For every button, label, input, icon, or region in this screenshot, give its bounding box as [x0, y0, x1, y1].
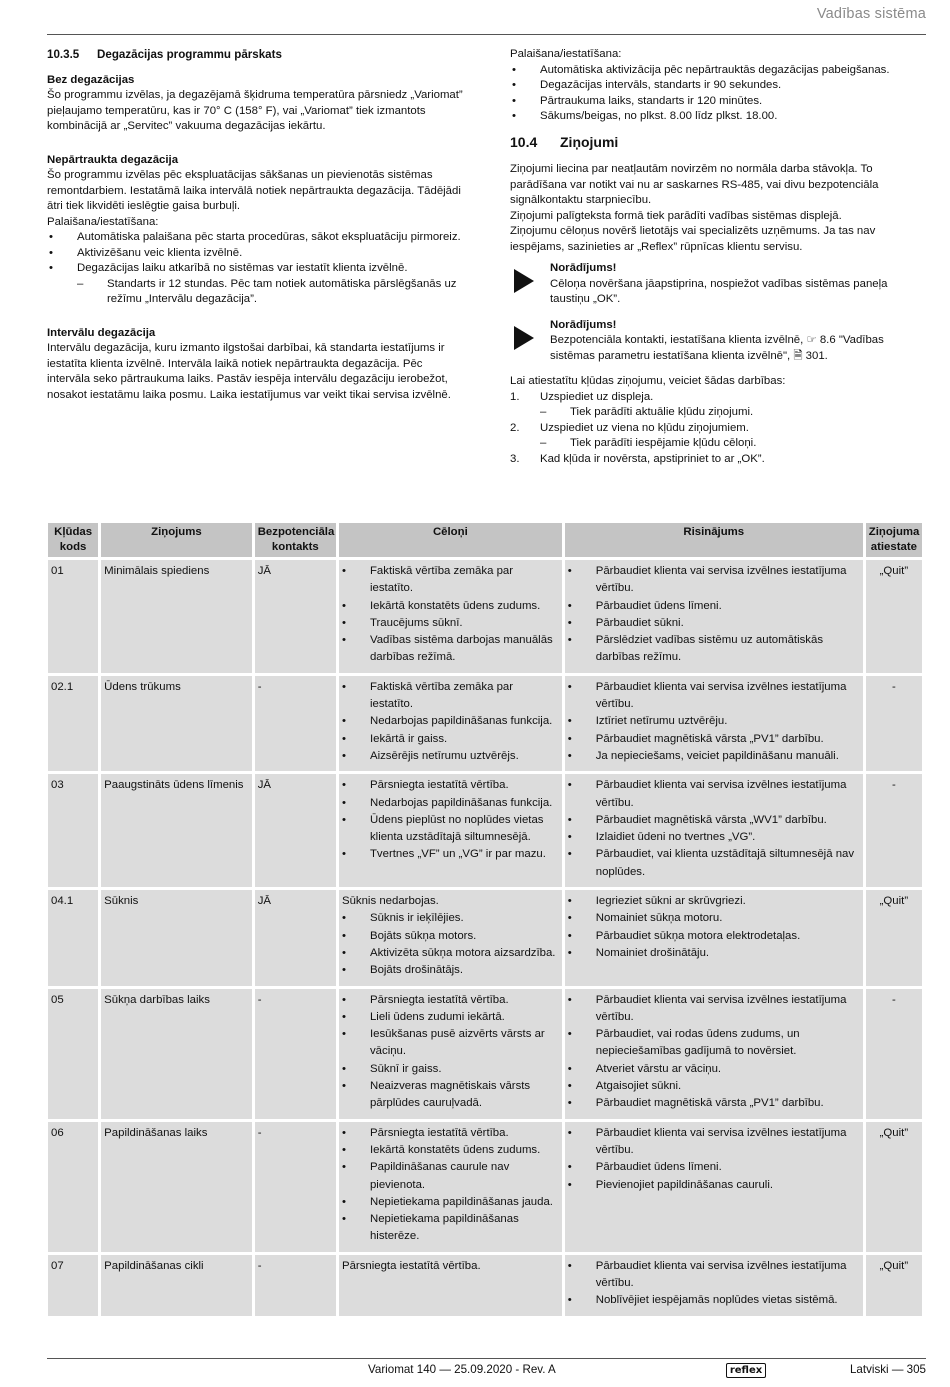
cell-reset: -	[866, 774, 922, 887]
list-item	[47, 261, 467, 308]
cell-reset: „Quit”	[866, 1255, 922, 1316]
list-item: • Pārbaudiet magnētiskā vārsta „WV1” darbību.	[568, 812, 860, 829]
causes-list	[342, 992, 559, 1113]
list-item: • Nomainiet drošinātāju.	[568, 945, 860, 962]
step-text: Uzspiediet uz displeja.	[540, 390, 654, 403]
list-item: • Pārbaudiet ūdens līmeni.	[568, 598, 860, 615]
list-item: • Iztīriet netīrumu uztvērēju.	[568, 713, 860, 730]
list-item: • Aktivizēšanu veic klienta izvēlnē.	[47, 246, 467, 262]
solutions-list	[568, 1258, 860, 1310]
cell-solutions	[565, 676, 863, 771]
cell-contact: -	[255, 1122, 336, 1252]
cell-contact: JĀ	[255, 560, 336, 673]
step-item	[510, 452, 905, 468]
cell-solutions	[565, 1255, 863, 1316]
column-header-causes: Cēloņi	[339, 523, 562, 557]
list-item: • Bojāts sūkņa motors.	[342, 928, 559, 945]
cause-lead: Sūknis nedarbojas.	[341, 895, 439, 908]
cell-causes	[339, 1122, 562, 1252]
cell-message: Sūknis	[101, 890, 252, 985]
solutions-list	[568, 777, 860, 881]
causes-list	[342, 563, 559, 667]
paragraph-interval-degassing: Intervālu degazācija, kuru izmanto ilgstošai darbībai, kā standarta iestatījums ir iestatīta klienta izvēlnē. Intervāla laikā notiek nepārtraukta degazācija. Pēc intervāla seko pārtraukuma laiks. Pastāv iespēja intervālu degazāciju ierobežot, nosakot iestatāmu laika posmu. Laika iestatījumus var veikt tikai servisa izvēlnē.	[47, 342, 451, 401]
cell-causes	[339, 890, 562, 985]
list-item: • Pārsniegta iestatītā vērtība.	[342, 777, 559, 794]
list-item: • Automātiska palaišana pēc starta procedūras, sākot ekspluatāciju pirmoreiz.	[47, 230, 467, 246]
column-header-contact: Bezpotenciāla kontakts	[255, 523, 336, 557]
sub-list	[77, 277, 467, 308]
cell-contact: JĀ	[255, 890, 336, 985]
cell-code: 04.1	[48, 890, 98, 985]
list-item: • Pārbaudiet magnētiskā vārsta „PV1” darbību.	[568, 1095, 860, 1112]
cell-contact: -	[255, 989, 336, 1119]
section-number: 10.4	[510, 133, 538, 150]
table-header-row	[48, 523, 922, 557]
list-item: • Iegrieziet sūkni ar skrūvgriezi.	[568, 893, 860, 910]
cell-solutions	[565, 560, 863, 673]
cell-contact: JĀ	[255, 774, 336, 887]
list-item: • Atgaisojiet sūkni.	[568, 1078, 860, 1095]
list-item: • Nepietiekama papildināšanas histerēze.	[342, 1211, 559, 1246]
subheading-continuous-degassing: Nepārtraukta degazācija	[47, 153, 179, 166]
list-item: • Iekārtā konstatēts ūdens zudums.	[342, 598, 559, 615]
column-header-reset: Ziņojuma atiestate	[866, 523, 922, 557]
note-arrow-icon	[514, 269, 534, 293]
subheading-interval-degassing: Intervālu degazācija	[47, 326, 156, 339]
list-item: • Iekārtā konstatēts ūdens zudums.	[342, 1142, 559, 1159]
list-item: • Nedarbojas papildināšanas funkcija.	[342, 713, 559, 730]
cell-solutions	[565, 774, 863, 887]
paragraph-continuous-degassing: Šo programmu izvēlas pēc ekspluatācijas sākšanas un pievienotās sistēmas remontdarbiem. Iestatāmā laika intervālā notiek nepārtraukta degazācija. Tādējādi ātri tiek likvidēti ieslēgtie gaisa burbuļi.	[47, 169, 461, 212]
solutions-list	[568, 563, 860, 667]
list-item: • Izlaidiet ūdeni no tvertnes „VG”.	[568, 829, 860, 846]
cell-reset: -	[866, 676, 922, 771]
cause-lead: Pārsniegta iestatītā vērtība.	[341, 1259, 481, 1272]
step-item	[510, 421, 905, 452]
table-row	[48, 676, 922, 771]
note-box	[510, 261, 905, 308]
list-item: • Pārslēdziet vadības sistēmu uz automātiskās darbības režīmu.	[568, 632, 860, 667]
messages-paragraph-2: Ziņojumi palīgteksta formā tiek parādīti vadības sistēmas displejā.	[510, 209, 842, 222]
step-result	[540, 405, 905, 421]
table-row	[48, 890, 922, 985]
causes-list	[342, 910, 559, 979]
note-title: Norādījums!	[550, 318, 617, 331]
list-item: • Pārbaudiet sūkņa motora elektrodetaļas.	[568, 928, 860, 945]
cell-solutions	[565, 989, 863, 1119]
reflex-logo: reflex	[726, 1363, 766, 1378]
list-item: • Sākums/beigas, no plkst. 8.00 līdz plkst. 18.00.	[510, 109, 905, 125]
table-row	[48, 560, 922, 673]
cell-code: 01	[48, 560, 98, 673]
right-column	[510, 47, 905, 467]
column-header-code: Kļūdas kods	[48, 523, 98, 557]
note-box	[510, 318, 905, 365]
list-item: • Pārbaudiet magnētiskā vārsta „PV1” darbību.	[568, 731, 860, 748]
list-item: • Pārbaudiet klienta vai servisa izvēlnes iestatījuma vērtību.	[568, 1258, 860, 1293]
list-item: • Lieli ūdens zudumi iekārtā.	[342, 1009, 559, 1026]
cell-contact: -	[255, 676, 336, 771]
dash-item: – Tiek parādīti iespējamie kļūdu cēloņi.	[540, 436, 905, 452]
footer-document-info: Variomat 140 — 25.09.2020 - Rev. A	[368, 1363, 556, 1376]
list-item: • Pārsniegta iestatītā vērtība.	[342, 1125, 559, 1142]
table-row	[48, 774, 922, 887]
section-number: 10.3.5	[47, 48, 80, 61]
list-item: • Pārbaudiet sūkni.	[568, 615, 860, 632]
cell-causes	[339, 1255, 562, 1316]
table-row	[48, 1255, 922, 1316]
list-item: • Noblīvējiet iespējamās noplūdes vietas sistēmā.	[568, 1292, 860, 1309]
section-title: Degazācijas programmu pārskats	[97, 48, 282, 61]
cell-reset: „Quit”	[866, 560, 922, 673]
cell-message: Minimālais spiediens	[101, 560, 252, 673]
list-item: • Iekārtā ir gaiss.	[342, 731, 559, 748]
list-item: • Pārbaudiet klienta vai servisa izvēlnes iestatījuma vērtību.	[568, 1125, 860, 1160]
cell-message: Papildināšanas laiks	[101, 1122, 252, 1252]
list-item: • Pārbaudiet klienta vai servisa izvēlnes iestatījuma vērtību.	[568, 679, 860, 714]
cell-code: 03	[48, 774, 98, 887]
list-item: • Atveriet vārstu ar vāciņu.	[568, 1061, 860, 1078]
list-item-text: Degazācijas laiku atkarībā no sistēmas var iestatīt klienta izvēlnē.	[77, 262, 408, 274]
cell-reset: „Quit”	[866, 1122, 922, 1252]
launch-label: Palaišana/iestatīšana:	[510, 48, 622, 60]
list-item: • Ūdens pieplūst no noplūdes vietas klienta uzstādītajā siltumnesējā.	[342, 812, 559, 847]
causes-list	[342, 777, 559, 863]
column-header-solution: Risinājums	[565, 523, 863, 557]
list-item: • Pievienojiet papildināšanas cauruli.	[568, 1177, 860, 1194]
list-item: • Aktivizēta sūkņa motora aizsardzība.	[342, 945, 559, 962]
dash-item: – Tiek parādīti aktuālie kļūdu ziņojumi.	[540, 405, 905, 421]
list-item: • Nepietiekama papildināšanas jauda.	[342, 1194, 559, 1211]
step-number: 3.	[510, 452, 520, 465]
causes-list	[342, 1125, 559, 1246]
list-item: • Aizsērējis netīrumu uztvērējs.	[342, 748, 559, 765]
causes-list	[342, 679, 559, 765]
list-item: • Ja nepieciešams, veiciet papildināšanu manuāli.	[568, 748, 860, 765]
cell-solutions	[565, 890, 863, 985]
list-item: • Faktiskā vērtība zemāka par iestatīto.	[342, 563, 559, 598]
list-item: • Degazācijas intervāls, standarts ir 90 sekundes.	[510, 78, 905, 94]
table-row	[48, 989, 922, 1119]
list-item: • Traucējums sūknī.	[342, 615, 559, 632]
list-item: • Pārbaudiet ūdens līmeni.	[568, 1159, 860, 1176]
section-heading-10-3-5	[47, 47, 467, 63]
list-item: • Pārbaudiet klienta vai servisa izvēlnes iestatījuma vērtību.	[568, 563, 860, 598]
list-item: • Pārbaudiet, vai klienta uzstādītajā siltumnesējā nav noplūdes.	[568, 846, 860, 881]
list-item: • Pārbaudiet klienta vai servisa izvēlnes iestatījuma vērtību.	[568, 777, 860, 812]
cell-causes	[339, 774, 562, 887]
dash-item: – Standarts ir 12 stundas. Pēc tam notiek automātiska pārslēgšanās uz režīmu „Intervālu degazācija”.	[77, 277, 467, 308]
section-title: Ziņojumi	[560, 133, 619, 150]
step-result	[540, 436, 905, 452]
cell-causes	[339, 989, 562, 1119]
step-number: 1.	[510, 390, 520, 403]
cell-message: Ūdens trūkums	[101, 676, 252, 771]
note-title: Norādījums!	[550, 262, 617, 274]
list-item: • Sūknis ir ieķīlējies.	[342, 910, 559, 927]
list-item: • Vadības sistēma darbojas manuālās darbības režīmā.	[342, 632, 559, 667]
left-column	[47, 47, 467, 403]
list-item: • Pārtraukuma laiks, standarts ir 120 minūtes.	[510, 94, 905, 110]
cell-message: Paaugstināts ūdens līmenis	[101, 774, 252, 887]
list-item: • Tvertnes „VF” un „VG” ir par mazu.	[342, 846, 559, 863]
list-item: • Sūknī ir gaiss.	[342, 1061, 559, 1078]
list-item: • Automātiska aktivizācija pēc nepārtrauktās degazācijas pabeigšanas.	[510, 63, 905, 79]
list-item: • Papildināšanas caurule nav pievienota.	[342, 1159, 559, 1194]
continuous-bullets	[47, 230, 467, 308]
solutions-list	[568, 992, 860, 1113]
note-text: Bezpotenciāla kontakti, iestatīšana klienta izvēlnē, ☞ 8.6 "Vadības sistēmas parametru iestatīšana klienta izvēlnē", 🗎 301.	[550, 334, 884, 362]
cell-causes	[339, 676, 562, 771]
note-text: Cēloņa novēršana jāapstiprina, nospiežot vadības sistēmas paneļa taustiņu „OK”.	[550, 277, 888, 305]
page-header-title: Vadības sistēma	[816, 6, 926, 22]
step-number: 2.	[510, 421, 520, 434]
launch-label: Palaišana/iestatīšana:	[47, 215, 159, 228]
solutions-list	[568, 679, 860, 765]
interval-bullets	[510, 63, 905, 125]
cell-reset: „Quit”	[866, 890, 922, 985]
table-row	[48, 1122, 922, 1252]
cell-code: 02.1	[48, 676, 98, 771]
cell-causes	[339, 560, 562, 673]
section-heading-10-4	[510, 135, 905, 151]
column-header-message: Ziņojums	[101, 523, 252, 557]
list-item: • Nedarbojas papildināšanas funkcija.	[342, 795, 559, 812]
list-item: • Pārbaudiet, vai rodas ūdens zudums, un nepieciešamības gadījumā to novērsiet.	[568, 1026, 860, 1061]
list-item: • Bojāts drošinātājs.	[342, 962, 559, 979]
step-text: Kad kļūda ir novērsta, apstipriniet to ar „OK”.	[540, 452, 765, 465]
table-body	[48, 560, 922, 1316]
list-item: • Iesūkšanas pusē aizvērts vārsts ar vāciņu.	[342, 1026, 559, 1061]
footer-page-number: Latviski — 305	[849, 1363, 926, 1376]
solutions-list	[568, 1125, 860, 1194]
cell-contact: -	[255, 1255, 336, 1316]
header-divider	[47, 34, 926, 35]
note-arrow-icon	[514, 326, 534, 350]
footer-divider	[47, 1358, 926, 1359]
step-text: Uzspiediet uz viena no kļūdu ziņojumiem.	[540, 421, 749, 434]
list-item: • Pārbaudiet klienta vai servisa izvēlnes iestatījuma vērtību.	[568, 992, 860, 1027]
list-item: • Nomainiet sūkņa motoru.	[568, 910, 860, 927]
paragraph-no-degassing: Šo programmu izvēlas, ja degazējamā šķidruma temperatūra pārsniedz „Variomat” pieļaujamo temperatūru, kas ir 70° C (158° F), vai „Variomat” tiek izmantots kombinācijā ar „Servitec” vakuuma degazācijas iekārtu.	[47, 89, 463, 132]
solutions-list	[568, 893, 860, 962]
reset-steps	[510, 390, 905, 468]
cell-message: Papildināšanas cikli	[101, 1255, 252, 1316]
cell-reset: -	[866, 989, 922, 1119]
steps-intro: Lai atiestatītu kļūdas ziņojumu, veiciet šādas darbības:	[510, 375, 786, 387]
cell-message: Sūkņa darbības laiks	[101, 989, 252, 1119]
cell-code: 06	[48, 1122, 98, 1252]
error-messages-table	[45, 520, 925, 1319]
cell-solutions	[565, 1122, 863, 1252]
cell-code: 07	[48, 1255, 98, 1316]
step-item	[510, 390, 905, 421]
messages-paragraph-1: Ziņojumi liecina par neatļautām novirzēm no normāla darba stāvokļa. To parādīšana var notikt vai nu ar saskarnes RS-485, vai divu bezpotenciāla signālkontaktu starpniecību.	[510, 163, 879, 206]
subheading-no-degassing: Bez degazācijas	[47, 73, 135, 86]
messages-paragraph-3: Ziņojumu cēloņus novērš lietotājs vai specializēts uzņēmums. Ja tas nav iespējams, sazinieties ar „Reflex” rūpnīcas klientu servisu.	[510, 225, 876, 253]
list-item: • Pārsniegta iestatītā vērtība.	[342, 992, 559, 1009]
list-item: • Faktiskā vērtība zemāka par iestatīto.	[342, 679, 559, 714]
cell-code: 05	[48, 989, 98, 1119]
list-item: • Neaizveras magnētiskais vārsts pārplūdes cauruļvadā.	[342, 1078, 559, 1113]
